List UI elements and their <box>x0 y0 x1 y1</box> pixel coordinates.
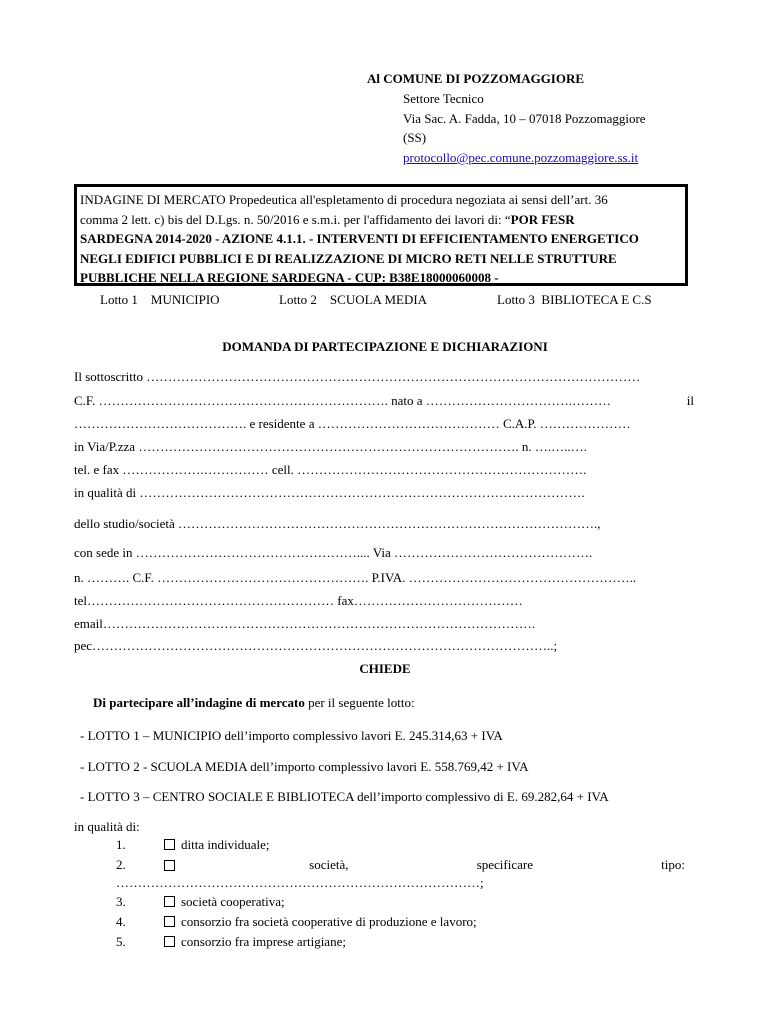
lot-header-2: Lotto 2 SCUOLA MEDIA <box>279 292 428 307</box>
field-tel-cell[interactable]: tel. e fax ……………….…………… cell. …………………………………………………………. <box>74 462 587 477</box>
notice-line-5: PUBBLICHE NELLA REGIONE SARDEGNA - CUP: B38E18000060008 - <box>80 270 499 285</box>
option-consorzio-cooperative[interactable]: consorzio fra società cooperative di produzione e lavoro; <box>164 914 477 930</box>
form-title: DOMANDA DI PARTECIPAZIONE E DICHIARAZIONI <box>222 339 548 354</box>
checkbox[interactable] <box>164 916 175 927</box>
checkbox[interactable] <box>164 896 175 907</box>
field-residente[interactable]: …………………………………. e residente a …………………………………… C.A.P. ………………… <box>74 416 631 431</box>
notice-line-1: INDAGINE DI MERCATO Propedeutica all'espletamento di procedura negoziata ai sensi dell’art. 36 <box>80 192 608 207</box>
recipient-email-link[interactable]: protocollo@pec.comune.pozzomaggiore.ss.it <box>403 150 639 165</box>
option-number: 3. <box>116 894 126 909</box>
recipient-address: Via Sac. A. Fadda, 10 – 07018 Pozzomaggiore <box>403 111 646 126</box>
recipient-dept: Settore Tecnico <box>403 91 484 106</box>
recipient-province: (SS) <box>403 130 427 145</box>
option-number: 5. <box>116 934 126 949</box>
recipient-name: Al COMUNE DI POZZOMAGGIORE <box>367 71 585 86</box>
field-sottoscritto[interactable]: Il sottoscritto …………………………………………………………………………………………………… <box>74 369 641 384</box>
lot-item-1: - LOTTO 1 – MUNICIPIO dell’importo complessivo lavori E. 245.314,63 + IVA <box>80 728 503 743</box>
field-email[interactable]: email………………………………………………………………………………………. <box>74 616 536 631</box>
notice-line-3: SARDEGNA 2014-2020 - AZIONE 4.1.1. - INTERVENTI DI EFFICIENTAMENTO ENERGETICO <box>80 231 639 246</box>
in-qualita-label: in qualità di: <box>74 819 140 834</box>
option-number: 2. <box>116 857 126 872</box>
lot-item-3: - LOTTO 3 – CENTRO SOCIALE E BIBLIOTECA dell’importo complessivo di E. 69.282,64 + IVA <box>80 789 609 804</box>
field-pec[interactable]: pec……………………………………………………………………………………………..; <box>74 638 558 653</box>
lot-header-3: Lotto 3 BIBLIOTECA E C.S <box>497 292 652 307</box>
field-via[interactable]: in Via/P.zza ……………………………………………………………………………. n. ….…..…. <box>74 439 587 454</box>
notice-box <box>74 184 688 286</box>
field-sede[interactable]: con sede in …………………………………………….... Via ………………………………………. <box>74 545 593 560</box>
lot-item-2: - LOTTO 2 - SCUOLA MEDIA dell’importo complessivo lavori E. 558.769,42 + IVA <box>80 759 529 774</box>
notice-line-4: NEGLI EDIFICI PUBBLICI E DI REALIZZAZIONE DI MICRO RETI NELLE STRUTTURE <box>80 250 617 266</box>
field-cf[interactable]: C.F. …………………………………………………………. nato a …………………………….……… il <box>74 393 694 408</box>
option-societa-fill[interactable]: …………………………………………………………………………; <box>116 875 484 890</box>
field-tel-fax[interactable]: tel………………………………………………… fax………………………………… <box>74 593 523 608</box>
field-qualita[interactable]: in qualità di …………………………………………………………………………………………. <box>74 485 585 500</box>
option-number: 1. <box>116 837 126 852</box>
request-sentence: Di partecipare all’indagine di mercato per il seguente lotto: <box>93 695 415 710</box>
checkbox[interactable] <box>164 936 175 947</box>
option-ditta-individuale[interactable]: ditta individuale; <box>164 837 269 853</box>
option-number: 4. <box>116 914 126 929</box>
lot-header-1: Lotto 1 MUNICIPIO <box>100 292 220 307</box>
chiede-heading: CHIEDE <box>359 661 411 676</box>
field-studio[interactable]: dello studio/società ……………………………………………………………………………………., <box>74 516 601 531</box>
option-societa[interactable]: società, specificare tipo: <box>164 857 685 873</box>
option-consorzio-artigiane[interactable]: consorzio fra imprese artigiane; <box>164 934 346 950</box>
checkbox[interactable] <box>164 839 175 850</box>
checkbox[interactable] <box>164 860 175 871</box>
field-n-cf-piva[interactable]: n. ………. C.F. …………………………………………. P.IVA. …………………………………………….. <box>74 570 637 585</box>
option-societa-cooperativa[interactable]: società cooperativa; <box>164 894 285 910</box>
notice-line-2: comma 2 lett. c) bis del D.Lgs. n. 50/2016 e s.m.i. per l'affidamento dei lavori di: “POR FESR <box>80 211 575 227</box>
